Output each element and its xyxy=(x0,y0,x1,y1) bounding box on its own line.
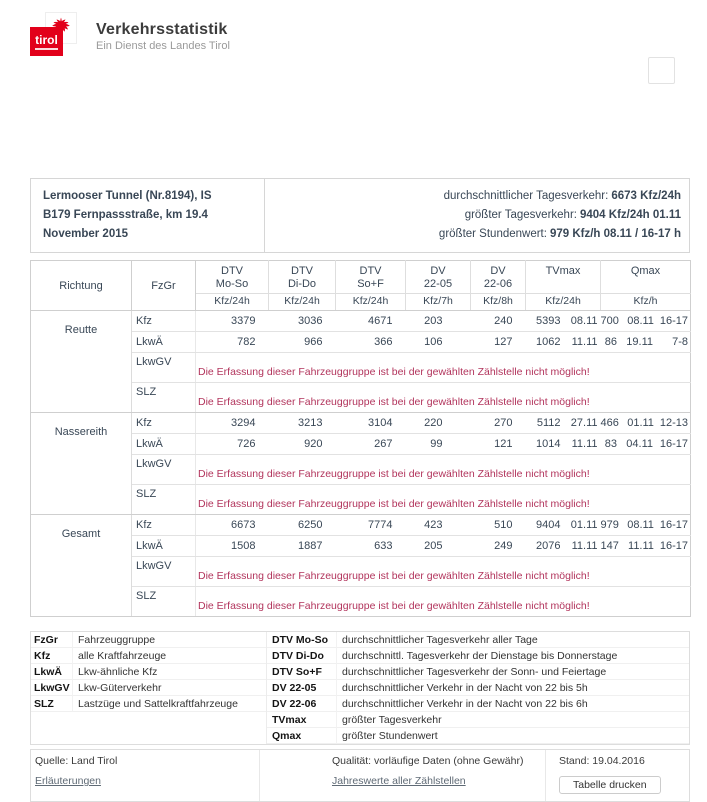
value-cell: 106 xyxy=(406,332,471,353)
value-cell: 249 xyxy=(471,536,526,557)
legend-abbr: Kfz xyxy=(31,648,73,664)
tvmax-date: 11.11 xyxy=(571,438,598,450)
table-row-nassereith-kfz xyxy=(31,413,691,434)
column-header-tvmax: TVmax xyxy=(526,261,601,294)
qmax-hours: 16-17 xyxy=(659,519,688,531)
tirol-logo-text: tirol xyxy=(35,33,58,50)
qmax-cell xyxy=(601,311,691,332)
value-cell: 6673 xyxy=(196,515,269,536)
qmax-value: 86 xyxy=(604,336,617,348)
tvmax-value: 9404 xyxy=(536,519,561,531)
vehicle-group-label: LkwÄ xyxy=(132,332,196,353)
legend-abbr: Qmax xyxy=(267,728,337,744)
value-cell: 423 xyxy=(406,515,471,536)
page-title: Verkehrsstatistik xyxy=(96,21,228,38)
legend-abbr: LkwGV xyxy=(31,680,73,696)
legend-desc: durchschnittlicher Tagesverkehr der Sonn- und Feiertage xyxy=(337,664,689,680)
legend-desc: alle Kraftfahrzeuge xyxy=(73,648,266,664)
qmax-cell xyxy=(601,434,691,455)
footer-quality-cell xyxy=(260,750,546,801)
tvmax-date: 08.11 xyxy=(570,315,598,327)
tvmax-value: 5112 xyxy=(536,417,561,429)
value-cell: 267 xyxy=(336,434,406,455)
value-cell: 220 xyxy=(406,413,471,434)
legend-vehicle-groups xyxy=(31,632,267,744)
unavailable-message: Die Erfassung dieser Fahrzeuggruppe ist bei der gewählten Zählstelle nicht möglich! xyxy=(196,455,691,485)
legend xyxy=(30,631,690,745)
tvmax-content xyxy=(526,417,601,429)
qmax-value: 700 xyxy=(600,315,619,327)
vehicle-group-label: SLZ xyxy=(132,383,196,413)
qmax-value: 147 xyxy=(600,540,619,552)
qmax-cell xyxy=(601,413,691,434)
qmax-content xyxy=(601,336,691,348)
erlaeuterungen-link[interactable]: Erläuterungen xyxy=(35,775,101,787)
quality-label: Qualität: vorläufige Daten (ohne Gewähr) xyxy=(332,755,524,767)
legend-abbr: DV 22-06 xyxy=(267,696,337,712)
value-cell: 3104 xyxy=(336,413,406,434)
print-table-button[interactable]: Tabelle drucken xyxy=(559,776,661,794)
legend-abbr: DV 22-05 xyxy=(267,680,337,696)
stand-label: Stand: 19.04.2016 xyxy=(559,755,645,767)
legend-abbr: LkwÄ xyxy=(31,664,73,680)
footer-source-cell xyxy=(31,750,260,801)
qmax-content xyxy=(601,417,691,429)
value-cell: 920 xyxy=(269,434,336,455)
vehicle-group-label: Kfz xyxy=(132,515,196,536)
value-cell: 7774 xyxy=(336,515,406,536)
table-header-row xyxy=(31,261,691,294)
qmax-hours: 16-17 xyxy=(659,438,688,450)
value-cell: 4671 xyxy=(336,311,406,332)
tirol-logo xyxy=(30,12,80,58)
column-header-richtung: Richtung xyxy=(31,261,132,311)
tvmax-content xyxy=(526,315,601,327)
legend-desc: Lkw-ähnliche Kfz xyxy=(73,664,266,680)
unit-label: Kfz/8h xyxy=(471,294,526,311)
direction-label: Gesamt xyxy=(31,515,132,617)
legend-desc: Lastzüge und Sattelkraftfahrzeuge xyxy=(73,696,266,712)
summary-line: größter Stundenwert: 979 Kfz/h 08.11 / 16-17 h xyxy=(438,228,681,240)
vehicle-group-label: Kfz xyxy=(132,413,196,434)
footer xyxy=(30,749,690,802)
qmax-hours: 12-13 xyxy=(659,417,688,429)
traffic-summary xyxy=(265,179,689,252)
value-cell: 3379 xyxy=(196,311,269,332)
legend-desc: durchschnittlicher Verkehr in der Nacht von 22 bis 6h xyxy=(337,696,689,712)
tvmax-value: 1062 xyxy=(536,336,561,348)
unit-label: Kfz/24h xyxy=(526,294,601,311)
column-header-dtv-so-f: DTV So+F xyxy=(336,261,406,294)
vehicle-group-label: LkwÄ xyxy=(132,536,196,557)
value-cell: 726 xyxy=(196,434,269,455)
legend-metrics xyxy=(267,632,689,744)
tvmax-value: 1014 xyxy=(536,438,561,450)
legend-desc: durchschnittlicher Tagesverkehr aller Tage xyxy=(337,632,689,648)
footer-date-cell xyxy=(546,750,689,801)
jahreswerte-link[interactable]: Jahreswerte aller Zählstellen xyxy=(332,775,466,787)
column-header-dv-22-06: DV 22-06 xyxy=(471,261,526,294)
qmax-date: 11.11 xyxy=(628,540,654,552)
value-cell: 3213 xyxy=(269,413,336,434)
qmax-hours: 16-17 xyxy=(659,315,688,327)
column-header-qmax: Qmax xyxy=(601,261,691,294)
legend-abbr: DTV Mo-So xyxy=(267,632,337,648)
qmax-date: 08.11 xyxy=(627,315,654,327)
tirol-logo-box xyxy=(30,27,63,56)
column-header-dtv-mo-so: DTV Mo-So xyxy=(196,261,269,294)
unavailable-message: Die Erfassung dieser Fahrzeuggruppe ist bei der gewählten Zählstelle nicht möglich! xyxy=(196,587,691,617)
main-content xyxy=(30,178,690,802)
vehicle-group-label: SLZ xyxy=(132,587,196,617)
qmax-cell xyxy=(601,515,691,536)
unavailable-message: Die Erfassung dieser Fahrzeuggruppe ist bei der gewählten Zählstelle nicht möglich! xyxy=(196,383,691,413)
tvmax-date: 27.11 xyxy=(570,417,598,429)
vehicle-group-label: LkwGV xyxy=(132,557,196,587)
tvmax-cell xyxy=(526,434,601,455)
vehicle-group-label: LkwGV xyxy=(132,353,196,383)
unavailable-message: Die Erfassung dieser Fahrzeuggruppe ist bei der gewählten Zählstelle nicht möglich! xyxy=(196,485,691,515)
summary-line: durchschnittlicher Tagesverkehr: 6673 Kfz/24h xyxy=(443,190,681,202)
legend-abbr: SLZ xyxy=(31,696,73,712)
qmax-date: 01.11 xyxy=(627,417,654,429)
qmax-hours: 7-8 xyxy=(672,336,688,348)
vehicle-group-label: Kfz xyxy=(132,311,196,332)
tvmax-content xyxy=(526,519,601,531)
tvmax-value: 2076 xyxy=(536,540,561,552)
page-subtitle: Ein Dienst des Landes Tirol xyxy=(96,40,230,52)
qmax-date: 08.11 xyxy=(627,519,654,531)
qmax-date: 04.11 xyxy=(626,438,653,450)
unit-label: Kfz/7h xyxy=(406,294,471,311)
unit-label: Kfz/24h xyxy=(196,294,269,311)
direction-label: Reutte xyxy=(31,311,132,413)
qmax-value: 979 xyxy=(600,519,619,531)
legend-desc: durchschnittl. Tagesverkehr der Dienstage bis Donnerstage xyxy=(337,648,689,664)
qmax-content xyxy=(601,315,691,327)
legend-desc: Lkw-Güterverkehr xyxy=(73,680,266,696)
tvmax-content xyxy=(526,540,601,552)
value-cell: 205 xyxy=(406,536,471,557)
value-cell: 6250 xyxy=(269,515,336,536)
direction-label: Nassereith xyxy=(31,413,132,515)
value-cell: 633 xyxy=(336,536,406,557)
legend-desc: größter Tagesverkehr xyxy=(337,712,689,728)
legend-desc: größter Stundenwert xyxy=(337,728,689,744)
legend-abbr: TVmax xyxy=(267,712,337,728)
legend-desc: durchschnittlicher Verkehr in der Nacht von 22 bis 5h xyxy=(337,680,689,696)
value-cell: 1508 xyxy=(196,536,269,557)
tvmax-content xyxy=(526,336,601,348)
tvmax-cell xyxy=(526,536,601,557)
vehicle-group-label: LkwGV xyxy=(132,455,196,485)
column-header-dtv-di-do: DTV Di-Do xyxy=(269,261,336,294)
value-cell: 1887 xyxy=(269,536,336,557)
qmax-value: 466 xyxy=(600,417,619,429)
qmax-cell xyxy=(601,536,691,557)
qmax-hours: 16-17 xyxy=(659,540,688,552)
column-header-dv-22-05: DV 22-05 xyxy=(406,261,471,294)
value-cell: 366 xyxy=(336,332,406,353)
qmax-date: 19.11 xyxy=(626,336,653,348)
tvmax-value: 5393 xyxy=(536,315,561,327)
tvmax-cell xyxy=(526,311,601,332)
source-label: Quelle: Land Tirol xyxy=(35,755,118,767)
value-cell: 966 xyxy=(269,332,336,353)
tvmax-date: 11.11 xyxy=(571,540,598,552)
value-cell: 127 xyxy=(471,332,526,353)
station-details xyxy=(31,179,265,252)
tvmax-content xyxy=(526,438,601,450)
value-cell: 203 xyxy=(406,311,471,332)
value-cell: 240 xyxy=(471,311,526,332)
tvmax-date: 11.11 xyxy=(571,336,598,348)
station-road: B179 Fernpassstraße, km 19.4 xyxy=(43,209,208,221)
value-cell: 3294 xyxy=(196,413,269,434)
value-cell: 99 xyxy=(406,434,471,455)
qmax-content xyxy=(601,519,691,531)
value-cell: 3036 xyxy=(269,311,336,332)
value-cell: 121 xyxy=(471,434,526,455)
table-row-gesamt-kfz xyxy=(31,515,691,536)
legend-abbr: DTV So+F xyxy=(267,664,337,680)
vehicle-group-label: LkwÄ xyxy=(132,434,196,455)
tvmax-date: 01.11 xyxy=(570,519,598,531)
station-name: Lermooser Tunnel (Nr.8194), IS xyxy=(43,190,212,202)
qmax-value: 83 xyxy=(604,438,617,450)
brand-text xyxy=(96,12,230,58)
qmax-cell xyxy=(601,332,691,353)
qmax-content xyxy=(601,540,691,552)
station-info-box xyxy=(30,178,690,253)
value-cell: 510 xyxy=(471,515,526,536)
unit-label: Kfz/24h xyxy=(336,294,406,311)
table-row-reutte-kfz xyxy=(31,311,691,332)
unit-label: Kfz/24h xyxy=(269,294,336,311)
legend-desc: Fahrzeuggruppe xyxy=(73,632,266,648)
vehicle-group-label: SLZ xyxy=(132,485,196,515)
tvmax-cell xyxy=(526,413,601,434)
summary-line: größter Tagesverkehr: 9404 Kfz/24h 01.11 xyxy=(464,209,681,221)
station-month: November 2015 xyxy=(43,228,129,240)
value-cell: 270 xyxy=(471,413,526,434)
tvmax-cell xyxy=(526,332,601,353)
qmax-content xyxy=(601,438,691,450)
tvmax-cell xyxy=(526,515,601,536)
unit-label: Kfz/h xyxy=(601,294,691,311)
traffic-table-body xyxy=(31,311,691,617)
empty-image-placeholder[interactable] xyxy=(648,57,675,84)
legend-abbr: FzGr xyxy=(31,632,73,648)
traffic-table xyxy=(30,260,691,617)
app-header xyxy=(0,0,707,58)
unavailable-message: Die Erfassung dieser Fahrzeuggruppe ist bei der gewählten Zählstelle nicht möglich! xyxy=(196,353,691,383)
value-cell: 782 xyxy=(196,332,269,353)
column-header-fzgr: FzGr xyxy=(132,261,196,311)
unavailable-message: Die Erfassung dieser Fahrzeuggruppe ist bei der gewählten Zählstelle nicht möglich! xyxy=(196,557,691,587)
legend-abbr: DTV Di-Do xyxy=(267,648,337,664)
